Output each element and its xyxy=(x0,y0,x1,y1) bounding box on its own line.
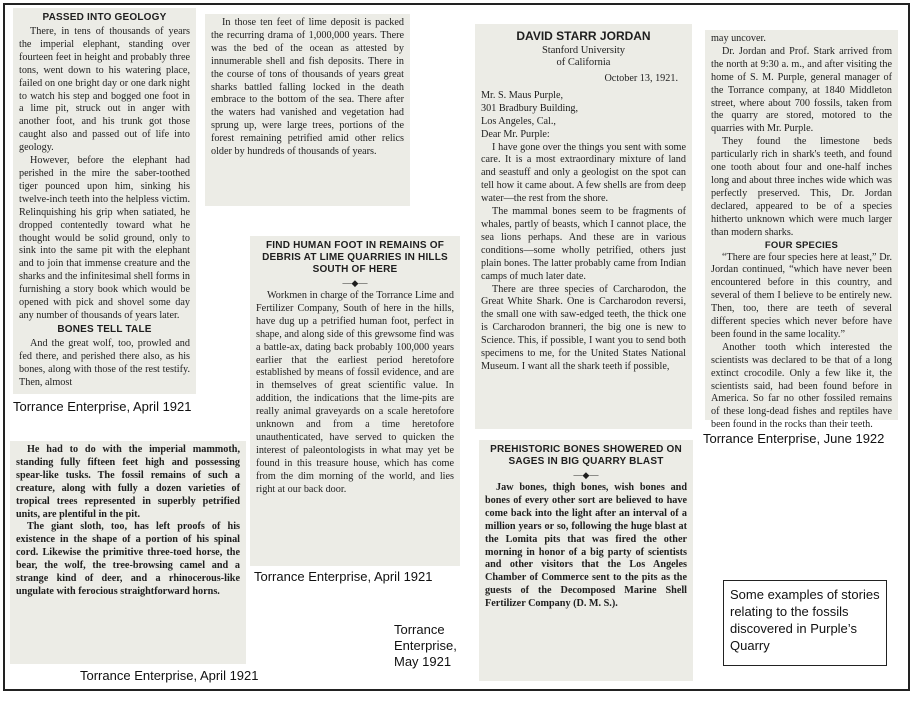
clipping-paragraph: However, before the elephant had perished in the mire the saber-toothed tiger pounced upon him, sinking his twelve-inch teeth into the helpless victim. Relinquishing his grip when satiated, he dropped contentedly toward what he thought would be solid ground, only to sink into the same pit with the elephant and to join that immense creature and the sharks and the infinitesimal shell forms in furnishing a story book which would be opened with pick and shovel some day any number of thousands of years later. xyxy=(19,155,190,321)
clipping-paragraph: may uncover. xyxy=(711,33,766,44)
clipping-paragraph: The giant sloth, too, has left proofs of his existence in the shape of a portion of his spinal cord. Likewise the primitive three-toed horse, the bear, the wolf, the tree-browsing camel and a strange kind of deer, and a rhinocerous-like ungulate with ferocious straightforward horns. xyxy=(16,521,240,597)
clipping-paragraph: Workmen in charge of the Torrance Lime and Fertilizer Company, South of here in the hills, have dug up a petrified human foot, perfect in shape, and along side of this grewsome find was a battle-ax, dating back probably 100,000 years earlier that the earliest period heretofore established by means of fossil evidence, and are in themselves of great scientific value. In addition, the indications that the lime-pits are really animal graveyards on a scale heretofore unknown and from a time heretofore unauthenticated, have served to quicken the interest of paleontologists in what may yet be found in this treasure house, which has come from the dim morning of the world, and lies right at our back door. xyxy=(256,290,454,495)
clipping-passed-into-geology xyxy=(13,8,196,394)
letterhead-name: DAVID STARR JORDAN xyxy=(516,29,651,43)
caption-geology: Torrance Enterprise, April 1921 xyxy=(13,399,192,414)
caption-four-species: Torrance Enterprise, June 1922 xyxy=(703,431,885,446)
caption-mammoth: Torrance Enterprise, April 1921 xyxy=(80,668,259,683)
caption-line: Torrance xyxy=(394,622,445,637)
clipping-paragraph: Dr. Jordan and Prof. Stark arrived from the north at 9:30 a. m., and after visiting the home of S. M. Purple, general manager of the Torrance company, at 1840 Middleton street, where about 700 fossils, taken from the quarry are stored, motored to the quarries with Mr. Purple. xyxy=(711,45,892,135)
clipping-paragraph: They found the limestone beds particularly rich in shark's teeth, and found one tooth about four and one-half inches long and about three inches wide which was perfectly preserved. This, Dr. Jordan declared, appeared to be of a species hitherto unknown which were much larger than modern sharks. xyxy=(711,136,892,238)
letterhead-institution: Stanford University xyxy=(541,45,626,56)
ornament-divider: —◆— xyxy=(342,278,368,288)
clipping-paragraph: “There are four species here at least,” Dr. Jordan continued, “which have never been encountered before in this country, and several of them I believe to be entirely new. Then, too, there are teeth of several different species which never before have been found in the same locality.” xyxy=(711,251,892,340)
note-box: Some examples of stories relating to the fossils discovered in Purple’s Quarry xyxy=(723,580,887,666)
clipping-paragraph: And the great wolf, too, prowled and fed there, and perished there also, as his bones, along with those of the rest testify. Then, almost xyxy=(19,337,190,388)
clipping-paragraph: He had to do with the imperial mammoth, standing fully fifteen feet high and possessing spear-like tusks. The fossil remains of such a creature, along with fully a dozen varieties of tropical trees represented in superbly petrified units, are plentiful in the pit. xyxy=(16,444,240,520)
letterhead-institution: of California xyxy=(556,57,611,68)
clipping-paragraph: There, in tens of thousands of years the imperial elephant, standing over fourteen feet in height and probably three tons, went down to his watering place, failed on one bright day or one dark night to watch his step and bogged one foot in a lime pit, struck out in anger with another foot, and his trunk got those caught also and passed out of life into geology. xyxy=(19,26,190,154)
letter-address xyxy=(481,90,686,142)
clipping-paragraph: The mammal bones seem to be fragments of whales, partly of beasts, which I cannot place, the sea lions perhaps. And these are in various conditions—some wholly petrified, others just plain bones. The latter probably came from Indian camps of much later date. xyxy=(481,206,686,282)
clipping-paragraph: Another tooth which interested the scientists was declared to be that of a long extinct crocodile. Only a few like it, the scientists said, had been found before in America. So far no other fossiled remains of these long-dead fishes and reptiles have been found in the rocks than their teeth. xyxy=(711,341,892,431)
ornament-divider: —◆— xyxy=(573,470,599,480)
caption-quarry-blast xyxy=(394,622,457,670)
address-line: Los Angeles, Cal., xyxy=(481,115,556,127)
clipping-human-foot xyxy=(250,236,460,566)
clipping-headline: PREHISTORIC BONES SHOWERED ON SAGES IN BIG QUARRY BLAST xyxy=(490,444,682,467)
clipping-quarry-blast xyxy=(479,440,693,681)
clipping-jordan-letter xyxy=(475,24,692,429)
caption-line: Enterprise, xyxy=(394,638,457,653)
clipping-headline: FIND HUMAN FOOT IN REMAINS OF DEBRIS AT LIME QUARRIES IN HILLS SOUTH OF HERE xyxy=(262,240,448,275)
clipping-paragraph: There are three species of Carcharodon, the Great White Shark. One is Carcharodon reversi, the small one with saw-edged teeth, the thick one is Carcharodon branneri, the big one is new to Science. This, if possible, I want you to send both specimens to me, for the United States National Museum. I want all the shark teeth if possible, xyxy=(481,283,686,372)
letter-date: October 13, 1921. xyxy=(604,73,678,84)
clipping-four-species xyxy=(705,30,898,431)
address-line: 301 Bradbury Building, xyxy=(481,102,579,114)
clipping-paragraph: Jaw bones, thigh bones, wish bones and bones of every other sort are believed to have come back into the light after an interval of a million years or so, following the huge blast at the Lomita pits that was fired the other morning in honor of a big party of scientists and other visitors that the Los Angeles Chamber of Commerce sent to the pits as the guests of the Decomposed Marine Shell Fertilizer Company (D. M. S.). xyxy=(485,482,687,610)
salutation: Dear Mr. Purple: xyxy=(481,128,550,140)
clipping-headline: PASSED INTO GEOLOGY xyxy=(42,12,167,23)
caption-human-foot: Torrance Enterprise, April 1921 xyxy=(254,569,433,584)
caption-line: May 1921 xyxy=(394,654,452,669)
clipping-imperial-mammoth xyxy=(10,441,246,664)
clipping-paragraph: In those ten feet of lime deposit is packed the recurring drama of 1,000,000 years. There was the bed of the ocean as attested by innumerable shell and fish deposits. There in the course of tons of thousands of years great sharks battled falling locked in the death embrace to the bottom of the sea. There after the waters had vanished and vegetation had sprung up, were large trees, portions of the forest remaining petrified amid other relics older by hundreds of thousands of years. xyxy=(211,17,404,158)
address-line: Mr. S. Maus Purple, xyxy=(481,89,564,101)
clipping-lime-deposits xyxy=(205,14,410,206)
clipping-subhead: FOUR SPECIES xyxy=(764,239,839,251)
clipping-subhead: BONES TELL TALE xyxy=(57,323,152,335)
clipping-paragraph: I have gone over the things you sent with some care. It is a most extraordinary mixture of land and seastuff and only a geologist on the spot can tell how it came about. A few shells are from deep water—the rest from the shore. xyxy=(481,141,686,205)
